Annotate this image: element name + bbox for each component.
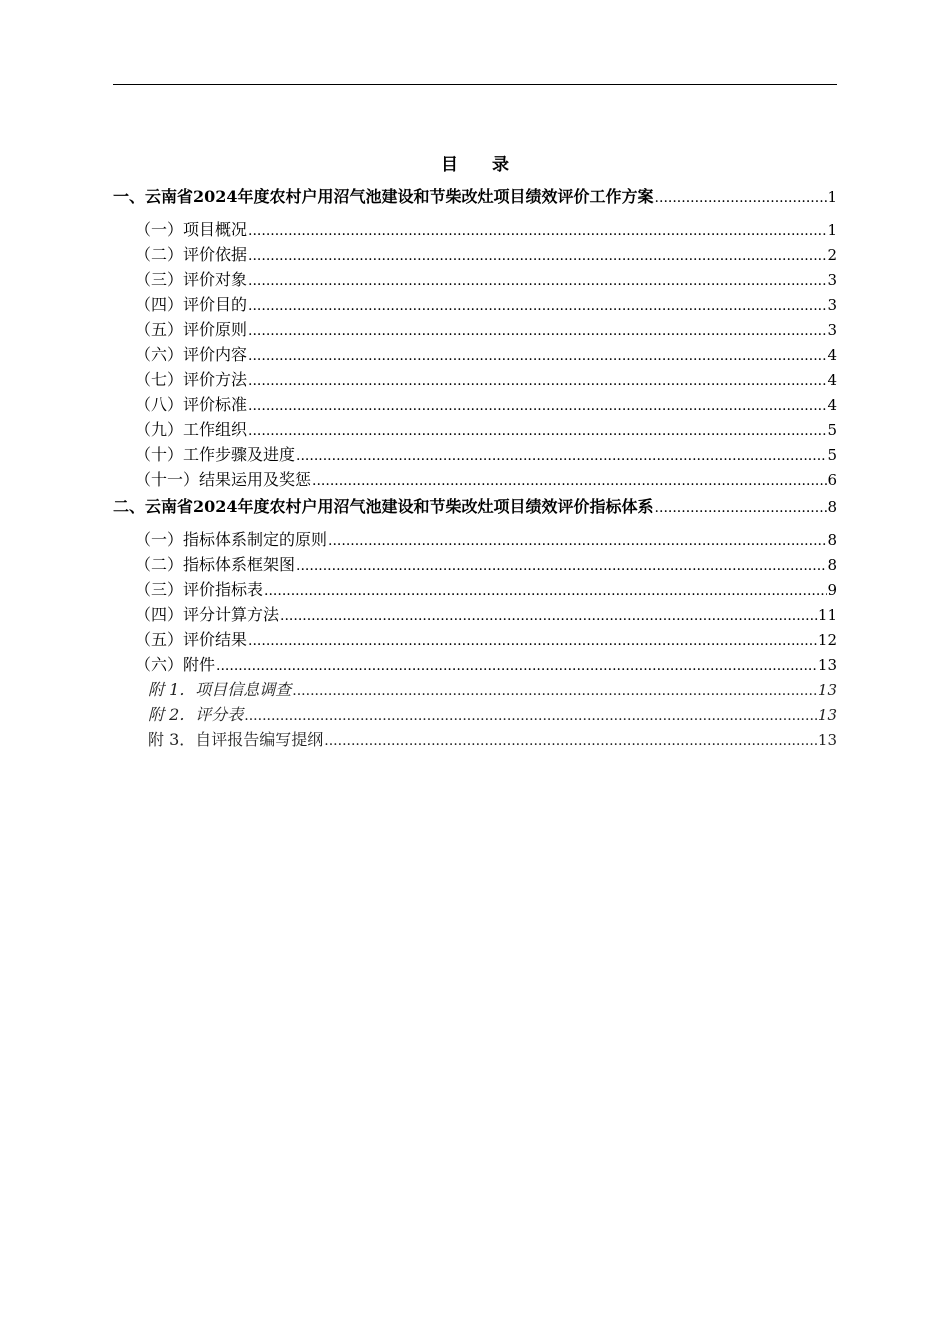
toc-leader-dots: [247, 294, 827, 319]
toc-entry[interactable]: [113, 527, 837, 552]
toc-entry-page-number: 3: [827, 321, 837, 339]
toc-entry-page-number: 3: [827, 296, 837, 314]
toc-entry-page-number: 13: [817, 731, 837, 749]
toc-entry[interactable]: [113, 602, 837, 627]
toc-entry[interactable]: [113, 317, 837, 342]
toc-entry-page-number: 4: [827, 346, 837, 364]
toc-leader-dots: [247, 219, 827, 244]
toc-entry-page-number: 11: [817, 606, 837, 624]
toc-leader-dots: [654, 494, 828, 522]
toc-entry-label: 附 3．自评报告编写提纲: [148, 730, 324, 749]
toc-entry[interactable]: [113, 367, 837, 392]
toc-entry-label: （七）评价方法: [135, 370, 248, 389]
toc-leader-dots: [247, 394, 827, 419]
toc-leader-dots: [323, 729, 818, 754]
toc-entry[interactable]: [113, 702, 837, 727]
toc-entry-page-number: 9: [827, 581, 837, 599]
toc-leader-dots: [279, 604, 818, 629]
toc-entry[interactable]: [113, 552, 837, 577]
toc-entry[interactable]: [113, 183, 837, 211]
toc-entry-page-number: 3: [827, 271, 837, 289]
toc-entry[interactable]: [113, 442, 837, 467]
toc-entry-page-number: 8: [827, 498, 837, 516]
toc-entry-label: （八）评价标准: [135, 395, 248, 414]
toc-entry-page-number: 2: [827, 246, 837, 264]
toc-title: 目 录: [441, 155, 523, 175]
toc-entry-label: （五）评价原则: [135, 320, 248, 339]
toc-entry[interactable]: [113, 727, 837, 752]
toc-entry-page-number: 13: [817, 656, 837, 674]
toc-leader-dots: [247, 344, 827, 369]
toc-entry-page-number: 4: [827, 396, 837, 414]
toc-leader-dots: [654, 184, 828, 212]
toc-entry[interactable]: [113, 217, 837, 242]
toc-entry[interactable]: [113, 267, 837, 292]
toc-entry-page-number: 1: [827, 188, 837, 206]
toc-leader-dots: [291, 679, 818, 704]
toc-entry-page-number: 13: [817, 706, 837, 724]
toc-leader-dots: [311, 469, 827, 494]
toc-entry-label: （五）评价结果: [135, 630, 248, 649]
toc-entry-label: （二）指标体系框架图: [135, 555, 296, 574]
toc-entry[interactable]: [113, 292, 837, 317]
toc-leader-dots: [247, 319, 827, 344]
toc-entry[interactable]: [113, 627, 837, 652]
toc-entry[interactable]: [113, 392, 837, 417]
toc-entry-page-number: 12: [817, 631, 837, 649]
toc-entry-page-number: 4: [827, 371, 837, 389]
toc-entry-label: （二）评价依据: [135, 245, 248, 264]
toc-leader-dots: [247, 419, 827, 444]
toc-leader-dots: [295, 444, 827, 469]
toc-leader-dots: [263, 579, 827, 604]
toc-leader-dots: [243, 704, 818, 729]
toc-entry[interactable]: [113, 493, 837, 521]
toc-entry-label: （三）评价指标表: [135, 580, 264, 599]
toc-entry-label: （十一）结果运用及奖惩: [135, 470, 312, 489]
toc-entry-page-number: 5: [827, 446, 837, 464]
toc-entry-page-number: 6: [827, 471, 837, 489]
toc-leader-dots: [247, 369, 827, 394]
toc-entry-label: 一、云南省2024年度农村户用沼气池建设和节柴改灶项目绩效评价工作方案: [113, 187, 654, 206]
toc-entry-label: 附 1．项目信息调查: [148, 680, 292, 699]
toc-entry-label: 二、云南省2024年度农村户用沼气池建设和节柴改灶项目绩效评价指标体系: [113, 497, 654, 516]
toc-leader-dots: [247, 244, 827, 269]
toc-entry-label: （六）附件: [135, 655, 216, 674]
toc-leader-dots: [247, 629, 818, 654]
toc-leader-dots: [247, 269, 827, 294]
header-rule: [113, 84, 837, 85]
toc-leader-dots: [215, 654, 818, 679]
toc-leader-dots: [295, 554, 827, 579]
toc-entry-page-number: 13: [817, 681, 837, 699]
toc-entry-label: （十）工作步骤及进度: [135, 445, 296, 464]
toc-entry-label: （三）评价对象: [135, 270, 248, 289]
toc-entry-label: （四）评价目的: [135, 295, 248, 314]
toc-entry[interactable]: [113, 342, 837, 367]
toc-entry-label: （九）工作组织: [135, 420, 248, 439]
toc-entry[interactable]: [113, 677, 837, 702]
toc-entry[interactable]: [113, 577, 837, 602]
toc-entry[interactable]: [113, 417, 837, 442]
toc-leader-dots: [327, 529, 827, 554]
toc-entry[interactable]: [113, 467, 837, 492]
toc-entry[interactable]: [113, 652, 837, 677]
toc-entry-label: （六）评价内容: [135, 345, 248, 364]
toc-entry[interactable]: [113, 242, 837, 267]
toc-entry-label: （四）评分计算方法: [135, 605, 280, 624]
toc-entry-page-number: 8: [827, 556, 837, 574]
toc-entry-page-number: 1: [827, 221, 837, 239]
table-of-contents: [113, 182, 837, 752]
toc-entry-page-number: 8: [827, 531, 837, 549]
toc-entry-label: 附 2．评分表: [148, 705, 244, 724]
toc-entry-page-number: 5: [827, 421, 837, 439]
toc-entry-label: （一）项目概况: [135, 220, 248, 239]
toc-entry-label: （一）指标体系制定的原则: [135, 530, 328, 549]
